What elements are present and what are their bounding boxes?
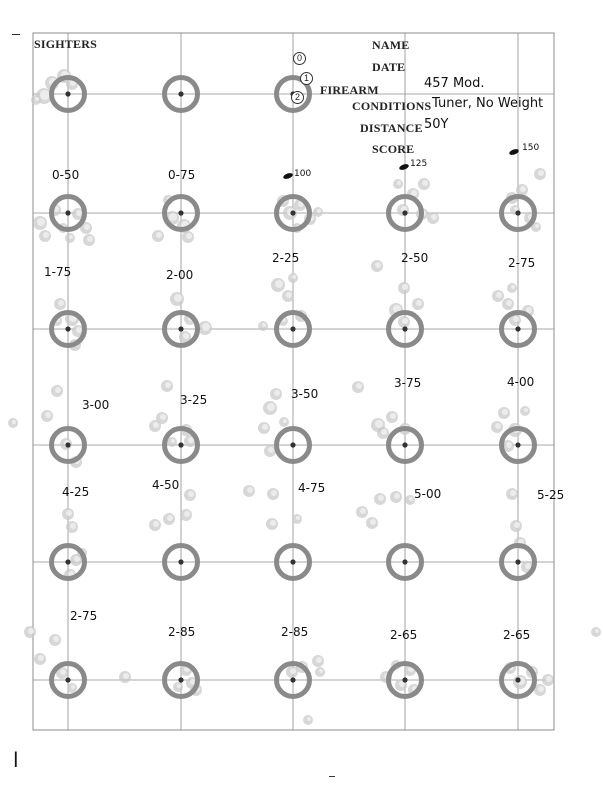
target-center-dot (178, 559, 183, 564)
target-label: 2-25 (272, 251, 300, 265)
shot-hole-core (356, 383, 362, 389)
target-label: 5-25 (537, 488, 565, 502)
shot-hole-core (70, 523, 76, 529)
shot-hole-core (538, 170, 544, 176)
target-center-dot (290, 442, 295, 447)
shot-hole-core (156, 232, 162, 238)
shot-hole-core (292, 275, 296, 279)
shot-hole-core (546, 676, 552, 682)
firearm-value: 457 Mod. (424, 76, 485, 91)
shot-hole-core (510, 490, 516, 496)
shot-hole-core (409, 497, 413, 501)
target-center-dot (65, 442, 70, 447)
target-label: 3-75 (394, 376, 422, 390)
target-label: 2-85 (281, 625, 309, 639)
distance-label: DISTANCE (360, 121, 423, 135)
target-center-dot (515, 442, 520, 447)
target-label: 2-75 (508, 256, 536, 270)
shot-hole-core (274, 390, 280, 396)
shot-hole-core (12, 420, 16, 424)
shot-hole-core (514, 207, 518, 211)
target-label: 2-85 (168, 625, 196, 639)
shot-hole-core (153, 521, 159, 527)
shot-hole-core (381, 429, 387, 435)
target-label: 150 (522, 143, 540, 153)
shot-hole-core (290, 668, 296, 674)
shot-hole-core (40, 90, 50, 100)
target-center-dot (290, 210, 295, 215)
target-center-dot (515, 210, 520, 215)
conditions-label: CONDITIONS (352, 99, 432, 113)
shot-hole-core (66, 510, 72, 516)
sighters-label: SIGHTERS (34, 37, 97, 51)
shot-hole-core (397, 181, 401, 185)
target-center-dot (178, 677, 183, 682)
shot-hole-core (422, 180, 428, 186)
shot-hole-core (538, 686, 544, 692)
shot-hole-core (184, 511, 190, 517)
shot-hole-core (296, 516, 300, 520)
shot-hole-core (394, 493, 400, 499)
shot-hole-core (262, 424, 268, 430)
shot-hole-core (174, 294, 182, 302)
shot-hole-core (416, 300, 422, 306)
shot-hole-core (402, 284, 408, 290)
target-center-dot (402, 326, 407, 331)
target-label: 100 (294, 169, 312, 179)
shot-hole-core (262, 323, 266, 327)
shot-hole-core (71, 685, 75, 689)
shot-hole-core (390, 413, 396, 419)
target-label: 4-75 (298, 481, 326, 495)
shot-hole-core (37, 218, 45, 226)
target-label: 3-00 (82, 398, 110, 412)
shot-hole-core (167, 515, 173, 521)
target-label: 3-50 (291, 387, 319, 401)
distance-value: 50Y (424, 117, 449, 132)
shot-hole-core (375, 420, 383, 428)
shot-hole-core (411, 190, 417, 196)
shot-hole-core (525, 563, 531, 569)
target-label: 0-75 (168, 168, 196, 182)
shot-hole-core (123, 673, 129, 679)
shot-hole-core (60, 669, 66, 675)
shot-hole-core (271, 490, 277, 496)
shot-hole-core (267, 403, 275, 411)
target-label: 2-65 (390, 628, 418, 642)
shot-hole-core (153, 422, 159, 428)
shot-hole-core (160, 414, 166, 420)
firearm-label: FIREARM (320, 83, 379, 97)
shot-hole-core (87, 236, 93, 242)
target-center-dot (178, 442, 183, 447)
shot-hole-core (511, 285, 515, 289)
shot-hole-core (514, 522, 520, 528)
target-center-dot (178, 210, 183, 215)
target-center-dot (65, 91, 70, 96)
scan-mark (12, 34, 20, 35)
shot-hole-core (526, 307, 532, 313)
scan-mark (329, 776, 335, 777)
shot-hole-core (402, 318, 408, 324)
ink-mark (282, 172, 293, 180)
shot-hole-core (317, 209, 321, 213)
shot-hole-core (55, 387, 61, 393)
target-center-dot (65, 677, 70, 682)
shot-hole-core (177, 684, 181, 688)
shot-hole-core (183, 333, 189, 339)
target-label: 2-50 (401, 251, 429, 265)
shot-hole-core (535, 224, 539, 228)
sighter-number-2: 2 (291, 91, 304, 104)
shot-hole-core (186, 233, 192, 239)
shot-hole-core (53, 636, 59, 642)
target-center-dot (178, 326, 183, 331)
shot-hole-core (43, 232, 49, 238)
shot-hole-core (45, 412, 51, 418)
name-label: NAME (372, 38, 410, 52)
shot-hole-core (268, 447, 274, 453)
shot-hole-core (286, 292, 292, 298)
shot-hole-core (58, 300, 64, 306)
target-center-dot (290, 677, 295, 682)
date-label: DATE (372, 60, 406, 74)
shot-hole-core (247, 487, 253, 493)
margin-note: l (13, 748, 19, 772)
target-center-dot (515, 326, 520, 331)
target-label: 3-25 (180, 393, 208, 407)
shot-hole-core (370, 519, 376, 525)
target-center-dot (402, 677, 407, 682)
target-center-dot (290, 326, 295, 331)
target-center-dot (402, 210, 407, 215)
shot-hole-core (595, 629, 599, 633)
shot-hole-core (506, 442, 512, 448)
shot-hole-core (506, 300, 512, 306)
shot-hole-core (360, 508, 366, 514)
shot-hole-core (319, 669, 323, 673)
target-center-dot (178, 91, 183, 96)
shot-hole-core (502, 409, 508, 415)
shot-hole-core (188, 491, 194, 497)
sighter-number-0: 0 (293, 52, 306, 65)
target-center-dot (402, 559, 407, 564)
conditions-value: Tuner, No Weight (432, 96, 544, 111)
target-label: 2-00 (166, 268, 194, 282)
shot-hole-core (495, 423, 501, 429)
target-center-dot (402, 442, 407, 447)
shot-hole-core (496, 292, 502, 298)
shot-hole-core (165, 382, 171, 388)
target-center-dot (65, 559, 70, 564)
target-label: 4-25 (62, 485, 90, 499)
shot-hole-core (76, 210, 82, 216)
target-label: 0-50 (52, 168, 80, 182)
shot-hole-core (431, 214, 437, 220)
target-center-dot (65, 326, 70, 331)
shot-hole-core (275, 280, 283, 288)
target-label: 1-75 (44, 265, 72, 279)
shot-hole-core (169, 213, 177, 221)
score-label: SCORE (372, 142, 415, 156)
target-center-dot (515, 559, 520, 564)
shot-hole-core (202, 323, 210, 331)
shot-hole-core (35, 97, 39, 101)
sighter-number-1: 1 (300, 72, 313, 85)
shot-hole-core (38, 655, 44, 661)
target-label: 4-50 (152, 478, 180, 492)
shot-hole-core (69, 235, 73, 239)
target-label: 2-65 (503, 628, 531, 642)
shot-hole-core (513, 316, 519, 322)
target-label: 2-75 (70, 609, 98, 623)
shot-hole-core (524, 408, 528, 412)
shot-hole-core (283, 419, 287, 423)
target-label: 5-00 (414, 487, 442, 501)
target-center-dot (290, 559, 295, 564)
target-label: 125 (410, 159, 428, 169)
shot-hole-core (270, 520, 276, 526)
shot-hole-core (28, 628, 34, 634)
shot-hole-core (378, 495, 384, 501)
shot-hole-core (76, 327, 82, 333)
shot-hole-core (84, 224, 90, 230)
shot-hole-core (520, 186, 526, 192)
shot-hole-core (375, 262, 381, 268)
target-center-dot (515, 677, 520, 682)
shot-hole-core (316, 657, 322, 663)
ink-mark (398, 163, 409, 171)
target-label: 4-00 (507, 375, 535, 389)
shot-hole-core (307, 717, 311, 721)
shot-hole-core (171, 439, 175, 443)
target-center-dot (65, 210, 70, 215)
